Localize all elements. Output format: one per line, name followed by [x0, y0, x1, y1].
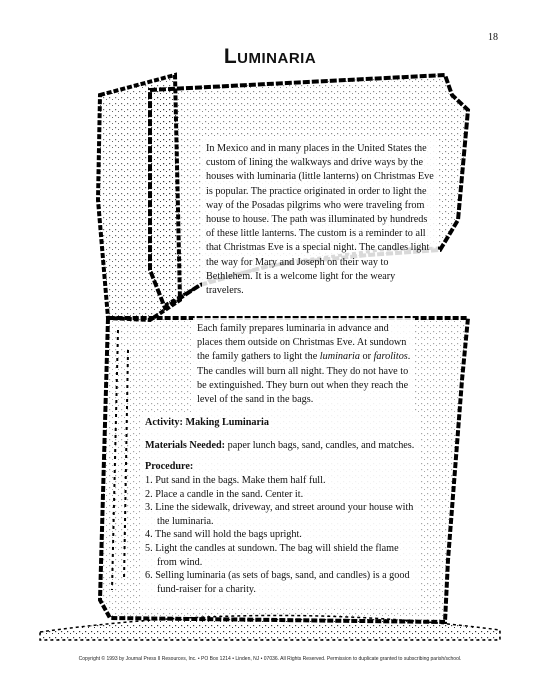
procedure-step: 3. Line the sidewalk, driveway, and street around your house with the luminaria.: [145, 502, 414, 527]
procedure-step: 6. Selling luminaria (as sets of bags, sand, and candles) is a good fund-raiser for a charity.: [145, 570, 410, 595]
family-paragraph: [197, 322, 412, 407]
activity-section: [145, 416, 415, 596]
family-italic-luminaria: luminaria: [319, 351, 360, 363]
procedure-step: 1. Put sand in the bags. Make them half full.: [145, 475, 326, 486]
family-text-2: . The candles will burn all night. They do not have to be extinguished. They burn out when they reach the level of the sand in the bags.: [197, 351, 411, 406]
materials-text: paper lunch bags, sand, candles, and matches.: [225, 440, 415, 451]
page-number: 18: [488, 32, 498, 43]
family-text-mid: or: [360, 351, 374, 363]
procedure-step: 5. Light the candles at sundown. The bag will shield the flame from wind.: [145, 542, 399, 568]
materials-label: Materials Needed:: [145, 440, 226, 451]
page-title: Luminaria: [223, 45, 317, 68]
activity-heading: Activity: Making Luminaria: [145, 417, 269, 428]
family-text-1: Each family prepares luminaria in advance and places them outside on Christmas Eve. At sundown the family gathers to light the: [197, 323, 407, 363]
procedure-step: 4. The sand will hold the bags upright.: [145, 529, 302, 541]
procedure: [145, 460, 415, 596]
procedure-steps: [145, 474, 415, 596]
procedure-label: Procedure:: [145, 461, 194, 472]
intro-paragraph: In Mexico and in many places in the United States the custom of lining the walkways and drive ways by the houses with luminaria (little lanterns) on Christmas Eve is popular. The practice originated in order to light the way of the Posadas pilgrims who were traveling from house to house. The path was illuminated by hundreds of these little lanterns. The custom is a reminder to all that Christmas Eve is a special night. The candles light the way for Mary and Joseph on their way to Bethlehem. It is a welcome light for the weary travelers.: [206, 143, 434, 297]
materials-needed: [145, 436, 415, 456]
procedure-step: 2. Place a candle in the sand. Center it.: [145, 488, 304, 500]
copyright-footer: Copyright © 1993 by Journal Press II Resources, Inc. • PO Box 1214 • Linden, NJ • 07036. All Rights Reserved. Permission to duplicate granted to subscribing parish/school.: [78, 656, 462, 662]
family-italic-farolitos: farolitos: [373, 351, 408, 363]
